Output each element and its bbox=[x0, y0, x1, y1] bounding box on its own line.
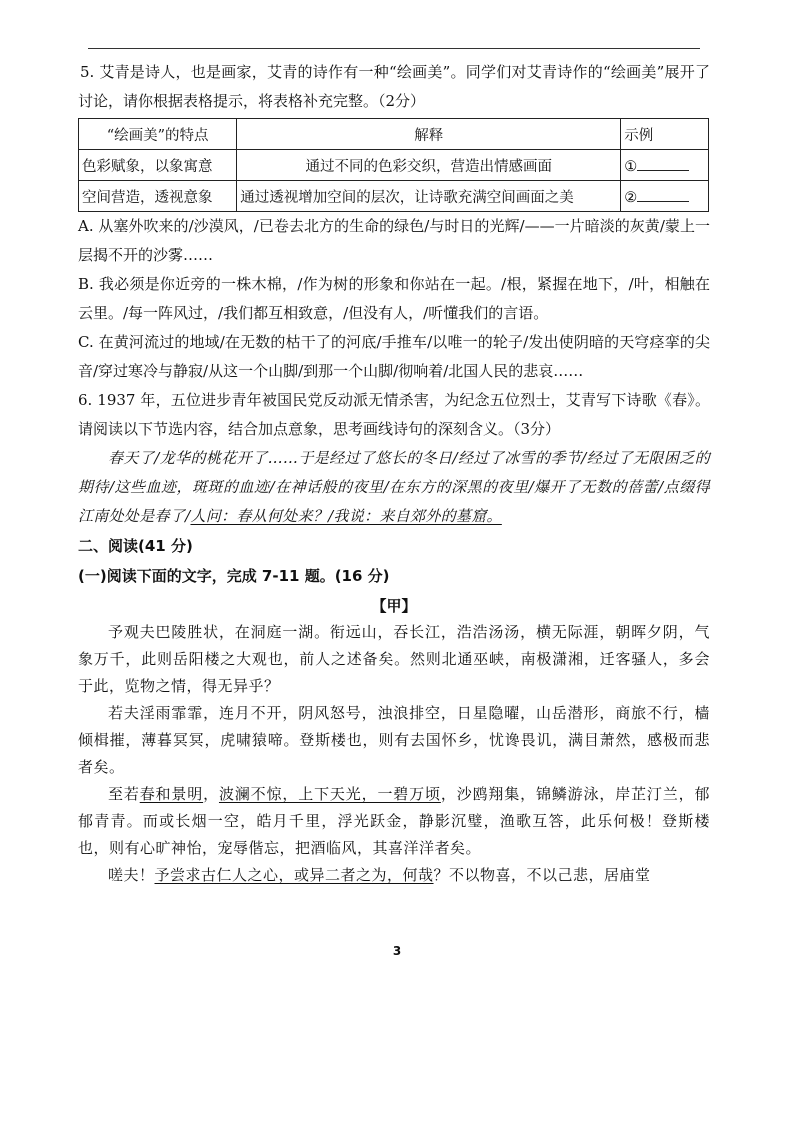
row1-example[interactable] bbox=[621, 150, 709, 181]
p3-sep: ， bbox=[203, 785, 219, 803]
poem-main: 春天了/龙华的桃花开了……于是经过了悠长的冬日/经过了冰雪的季节/经过了无限困乏的期待/这些血迹，斑斑的血迹/在神话般的夜里/在东方的深黑的夜里/爆开了无数的蓓蕾/点缀得江南处处是春了/ bbox=[78, 449, 710, 525]
p4-underline: 予尝求古仁人之心，或异二者之为，何哉 bbox=[154, 866, 434, 884]
option-a: A. 从塞外吹来的/沙漠风，/已卷去北方的生命的绿色/与时日的光辉/——一片暗淡的灰黄/蒙上一层揭不开的沙雾…… bbox=[78, 217, 710, 264]
row2-example[interactable] bbox=[621, 181, 709, 212]
row1-explanation: 通过不同的色彩交织，营造出情感画面 bbox=[237, 150, 621, 181]
answer-blank-1[interactable] bbox=[637, 156, 689, 171]
row2-explanation: 通过透视增加空间的层次，让诗歌充满空间画面之美 bbox=[237, 181, 621, 212]
page-number: 3 bbox=[392, 944, 402, 958]
table-row bbox=[79, 181, 709, 212]
classic-paragraph-2: 若夫淫雨霏霏，连月不开，阴风怒号，浊浪排空，日星隐曜，山岳潜形，商旅不行，樯倾楫摧，薄暮冥冥，虎啸猿啼。登斯楼也，则有去国怀乡，忧谗畏讥，满目萧然，感极而悲者矣。 bbox=[78, 704, 710, 776]
table-row bbox=[79, 150, 709, 181]
poem-underlined-line: 人问：春从何处来？/我说：来自郊外的墓窟。 bbox=[190, 507, 502, 525]
option-c: C. 在黄河流过的地域/在无数的枯干了的河底/手推车/以唯一的轮子/发出使阴暗的天穹痉挛的尖音/穿过寒冷与静寂/从这一个山脚/到那一个山脚/彻响着/北国人民的悲哀…… bbox=[78, 333, 710, 380]
classic-paragraph-3 bbox=[78, 781, 710, 862]
header-feature: “绘画美”的特点 bbox=[79, 119, 237, 150]
classic-paragraph-4 bbox=[78, 862, 710, 889]
row1-feature: 色彩赋象，以象寓意 bbox=[79, 150, 237, 181]
header-example: 示例 bbox=[621, 119, 709, 150]
header-rule bbox=[88, 48, 700, 49]
row1-example-marker: ① bbox=[624, 158, 638, 175]
p3-underline-2: 波澜不惊，上下天光，一碧万顷 bbox=[218, 785, 441, 803]
p3-pre: 至若 bbox=[108, 785, 140, 803]
classic-paragraph-1: 予观夫巴陵胜状，在洞庭一湖。衔远山，吞长江，浩浩汤汤，横无际涯，朝晖夕阴，气象万千，此则岳阳楼之大观也，前人之述备矣。然则北通巫峡，南极潇湘，迁客骚人，多会于此，览物之情，得无异乎？ bbox=[78, 623, 710, 695]
option-b: B. 我必须是你近旁的一株木棉，/作为树的形象和你站在一起。/根，紧握在地下，/叶，相触在云里。/每一阵风过，/我们都互相致意，/但没有人，/听懂我们的言语。 bbox=[78, 275, 710, 322]
p3-post: ，沙鸥翔集，锦鳞游泳，岸芷汀兰，郁郁青青。而或长烟一空，皓月千里，浮光跃金，静影沉璧，渔歌互答，此乐何极！登斯楼也，则有心旷神怡，宠辱偕忘，把酒临风，其喜洋洋者矣。 bbox=[78, 785, 710, 857]
p3-underline-1: 春和景明 bbox=[139, 785, 204, 803]
page-content bbox=[78, 58, 710, 889]
p4-post: ？不以物喜，不以己悲，居庙堂 bbox=[433, 866, 651, 884]
table-header-row bbox=[79, 119, 709, 150]
header-explanation: 解释 bbox=[237, 119, 621, 150]
p4-pre: 嗟夫！ bbox=[108, 866, 155, 884]
poem-excerpt bbox=[78, 444, 710, 531]
question-5: 5. 艾青是诗人，也是画家，艾青的诗作有一种“绘画美”。同学们对艾青诗作的“绘画美”展开了讨论，请你根据表格提示，将表格补充完整。（2分） bbox=[78, 63, 710, 110]
section-2-title: 二、阅读(41 分) bbox=[78, 537, 193, 555]
row2-feature: 空间营造，透视意象 bbox=[79, 181, 237, 212]
answer-blank-2[interactable] bbox=[637, 187, 689, 202]
section-2-subtitle: (一)阅读下面的文字，完成 7-11 题。(16 分) bbox=[78, 567, 390, 585]
passage-label: 【甲】 bbox=[371, 597, 417, 615]
row2-example-marker: ② bbox=[624, 189, 638, 206]
question-6: 6. 1937 年，五位进步青年被国民党反动派无情杀害，为纪念五位烈士，艾青写下诗歌《春》。请阅读以下节选内容，结合加点意象，思考画线诗句的深刻含义。（3分） bbox=[78, 391, 710, 438]
painting-beauty-table bbox=[78, 118, 709, 212]
